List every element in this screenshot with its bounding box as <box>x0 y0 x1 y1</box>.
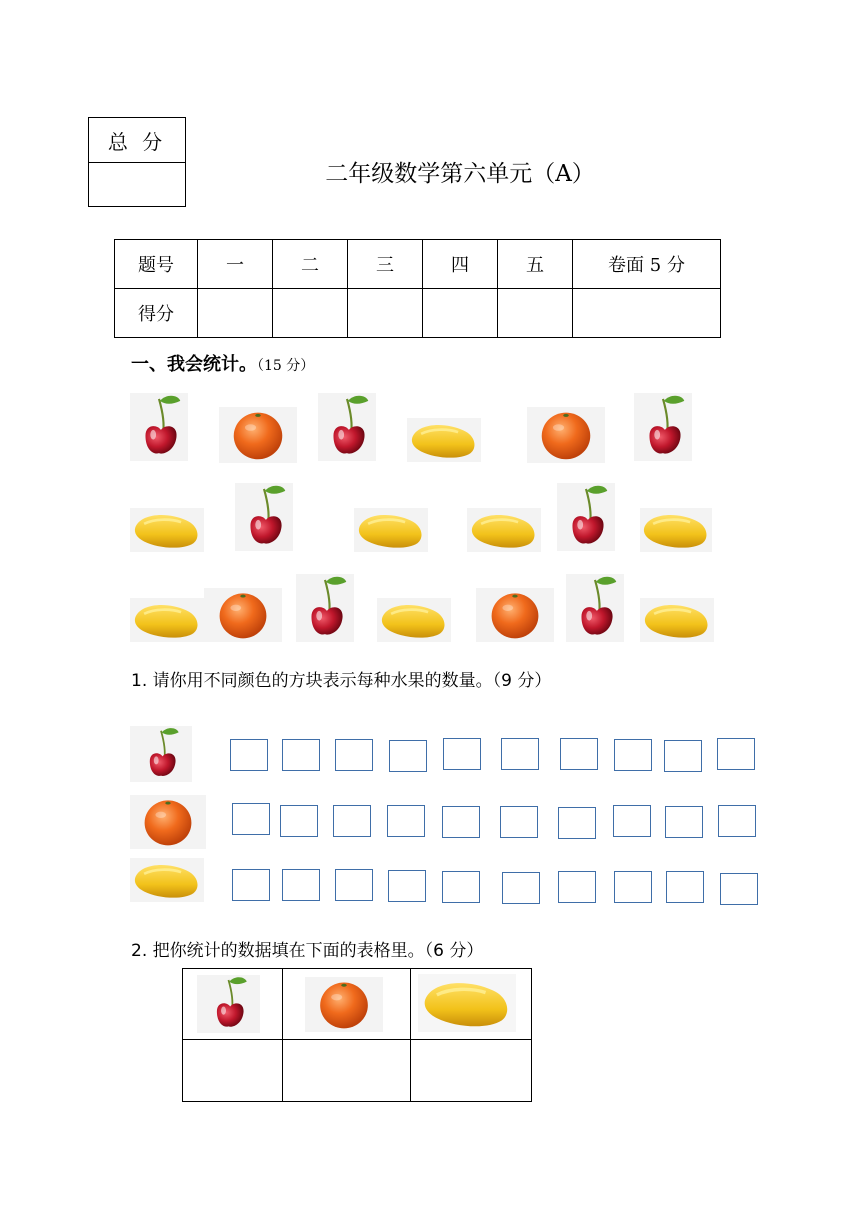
section-heading-text: 一、我会统计。 <box>131 354 257 375</box>
mango-icon <box>130 858 204 902</box>
question-1-text: 1. 请你用不同颜色的方块表示每种水果的数量。（9 分） <box>131 671 552 691</box>
section-points: （15 分） <box>257 358 315 374</box>
count-square-mango[interactable] <box>666 871 704 903</box>
count-square-cherry[interactable] <box>389 740 427 772</box>
grade-header-cell: 题号 <box>115 240 198 289</box>
count-square-orange[interactable] <box>718 805 756 837</box>
stats-cell-mango[interactable] <box>411 1040 532 1102</box>
count-square-cherry[interactable] <box>560 738 598 770</box>
cherry-icon <box>130 393 188 461</box>
mango-icon <box>407 418 481 462</box>
grade-header-cell: 二 <box>273 240 348 289</box>
orange-icon <box>204 588 282 642</box>
count-square-orange[interactable] <box>442 806 480 838</box>
grade-score-cell[interactable] <box>348 289 423 338</box>
mango-icon <box>640 598 714 642</box>
cherry-icon <box>557 483 615 551</box>
orange-icon <box>130 795 206 849</box>
cherry-icon <box>318 393 376 461</box>
mango-icon <box>354 508 428 552</box>
mango-icon <box>418 974 516 1032</box>
count-square-orange[interactable] <box>500 806 538 838</box>
cherry-icon <box>197 975 260 1033</box>
grade-header-cell: 一 <box>198 240 273 289</box>
count-square-cherry[interactable] <box>230 739 268 771</box>
section-heading <box>131 350 314 376</box>
mango-icon <box>377 598 451 642</box>
count-square-mango[interactable] <box>502 872 540 904</box>
count-square-mango[interactable] <box>282 869 320 901</box>
count-square-orange[interactable] <box>280 805 318 837</box>
question-2-text: 2. 把你统计的数据填在下面的表格里。（6 分） <box>131 941 484 961</box>
count-square-cherry[interactable] <box>717 738 755 770</box>
orange-icon <box>527 407 605 463</box>
count-square-cherry[interactable] <box>501 738 539 770</box>
orange-icon <box>219 407 297 463</box>
fruit-stats-table <box>182 968 532 1102</box>
count-square-cherry[interactable] <box>443 738 481 770</box>
grade-score-cell[interactable] <box>198 289 273 338</box>
count-square-orange[interactable] <box>665 806 703 838</box>
mango-icon <box>130 598 204 642</box>
mango-icon <box>467 508 541 552</box>
count-square-cherry[interactable] <box>614 739 652 771</box>
grade-score-cell[interactable] <box>273 289 348 338</box>
orange-icon <box>476 588 554 642</box>
cherry-icon <box>634 393 692 461</box>
count-square-mango[interactable] <box>232 869 270 901</box>
count-square-orange[interactable] <box>333 805 371 837</box>
grade-score-cell[interactable] <box>423 289 498 338</box>
count-square-mango[interactable] <box>558 871 596 903</box>
count-square-cherry[interactable] <box>282 739 320 771</box>
mango-icon <box>130 508 204 552</box>
stats-header-orange <box>283 969 411 1040</box>
grade-header-cell: 四 <box>423 240 498 289</box>
grade-table <box>114 239 721 338</box>
grade-score-cell[interactable] <box>573 289 721 338</box>
count-square-orange[interactable] <box>558 807 596 839</box>
grade-header-cell: 卷面 5 分 <box>573 240 721 289</box>
count-square-mango[interactable] <box>388 870 426 902</box>
count-square-orange[interactable] <box>613 805 651 837</box>
grade-header-cell: 五 <box>498 240 573 289</box>
count-square-orange[interactable] <box>232 803 270 835</box>
cherry-icon <box>235 483 293 551</box>
count-square-mango[interactable] <box>614 871 652 903</box>
count-square-cherry[interactable] <box>664 740 702 772</box>
stats-cell-cherry[interactable] <box>183 1040 283 1102</box>
count-square-cherry[interactable] <box>335 739 373 771</box>
orange-icon <box>305 977 383 1032</box>
mango-icon <box>640 508 712 552</box>
count-square-mango[interactable] <box>720 873 758 905</box>
stats-header-cherry <box>183 969 283 1040</box>
cherry-icon <box>296 574 354 642</box>
count-square-mango[interactable] <box>442 871 480 903</box>
total-score-label: 总 分 <box>89 118 185 163</box>
cherry-icon <box>566 574 624 642</box>
count-square-orange[interactable] <box>387 805 425 837</box>
page-title: 二年级数学第六单元（A） <box>325 161 595 187</box>
stats-header-mango <box>411 969 532 1040</box>
grade-row-label: 得分 <box>115 289 198 338</box>
grade-header-cell: 三 <box>348 240 423 289</box>
grade-score-cell[interactable] <box>498 289 573 338</box>
count-square-mango[interactable] <box>335 869 373 901</box>
cherry-icon <box>130 726 192 782</box>
stats-cell-orange[interactable] <box>283 1040 411 1102</box>
